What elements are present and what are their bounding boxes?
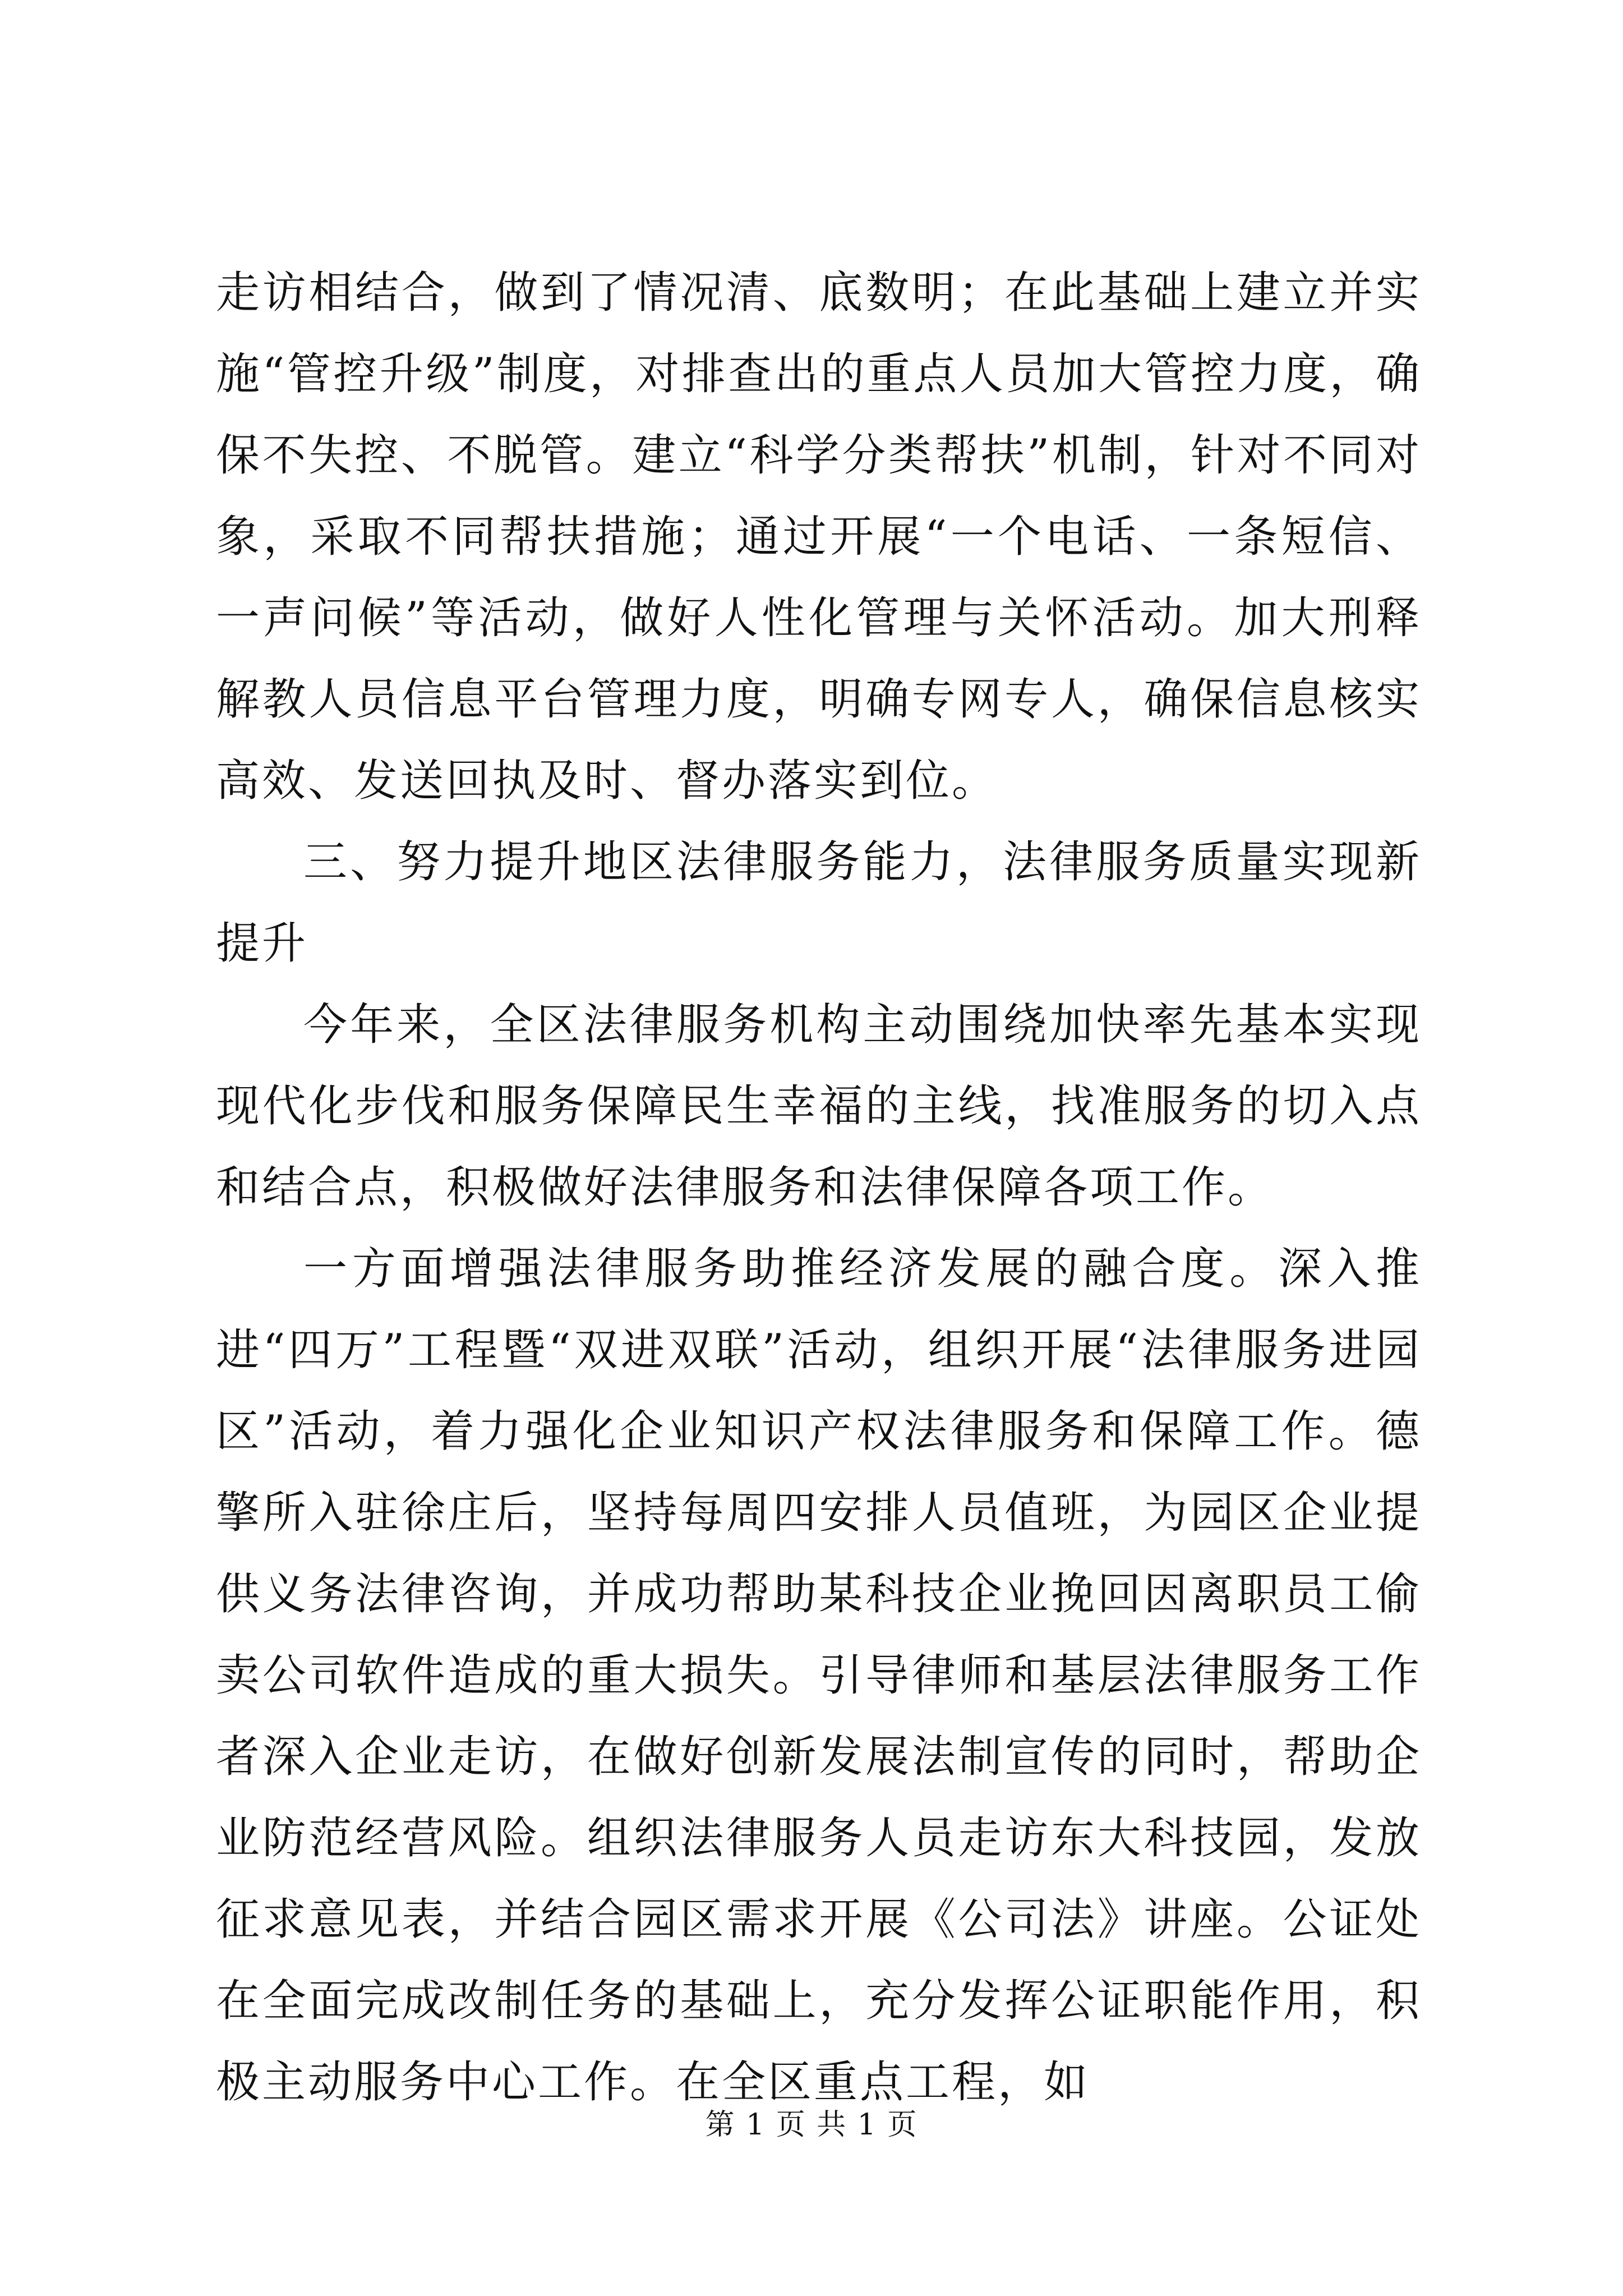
- paragraph-continuation: 走访相结合，做到了情况清、底数明；在此基础上建立并实施“管控升级”制度，对排查出的重点人员加大管控力度，确保不失控、不脱管。建立“科学分类帮扶”机制，针对不同对象，采取不同帮扶措施；通过开展“一个电话、一条短信、一声问候”等活动，做好人性化管理与关怀活动。加大刑释解教人员信息平台管理力度，明确专网专人，确保信息核实高效、发送回执及时、督办落实到位。: [216, 268, 1422, 806]
- page-footer: 第 1 页 共 1 页: [705, 2108, 918, 2142]
- paragraph: 今年来，全区法律服务机构主动围绕加快率先基本实现现代化步伐和服务保障民生幸福的主线，找准服务的切入点和结合点，积极做好法律服务和法律保障各项工作。: [216, 1000, 1422, 1213]
- section-heading: 三、努力提升地区法律服务能力，法律服务质量实现新提升: [216, 837, 1422, 969]
- document-body: [216, 252, 1422, 2123]
- paragraph: 一方面增强法律服务助推经济发展的融合度。深入推进“四万”工程暨“双进双联”活动，组织开展“法律服务进园区”活动，着力强化企业知识产权法律服务和保障工作。德擎所入驻徐庄后，坚持每周四安排人员值班，为园区企业提供义务法律咨询，并成功帮助某科技企业挽回因离职员工偷卖公司软件造成的重大损失。引导律师和基层法律服务工作者深入企业走访，在做好创新发展法制宣传的同时，帮助企业防范经营风险。组织法律服务人员走访东大科技园，发放征求意见表，并结合园区需求开展《公司法》讲座。公证处在全面完成改制任务的基础上，充分发挥公证职能作用，积极主动服务中心工作。在全区重点工程，如: [216, 1244, 1422, 2108]
